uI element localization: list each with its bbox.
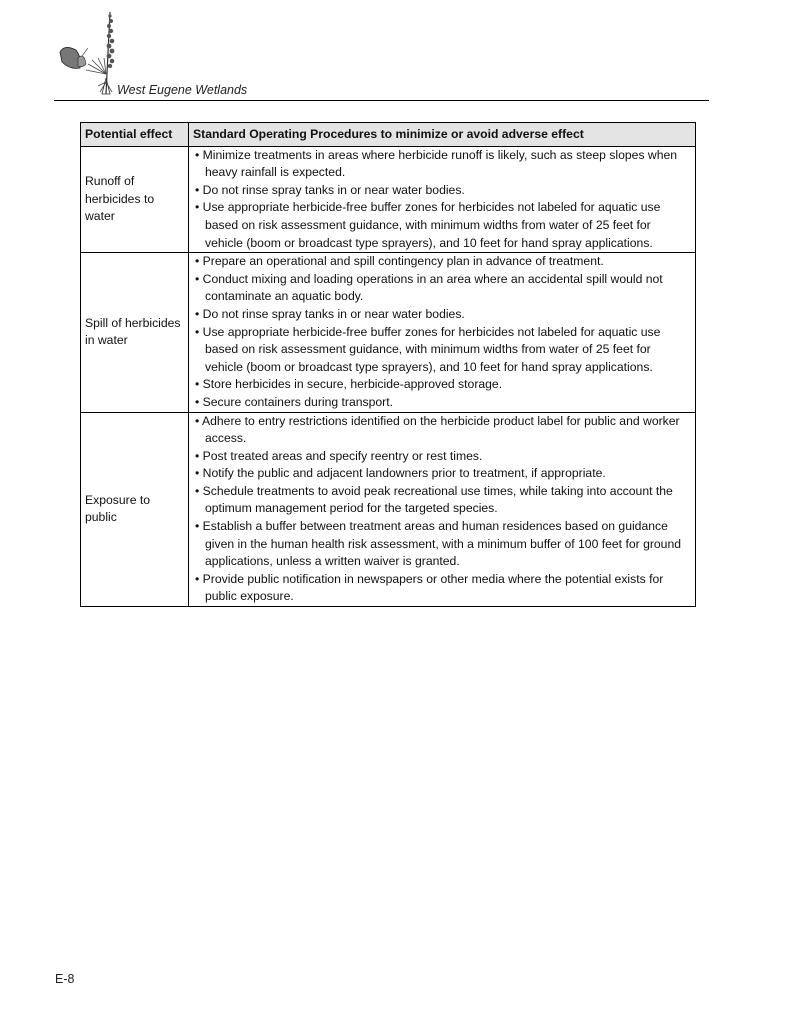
table-header-row — [81, 123, 696, 147]
procedures-cell — [189, 253, 696, 412]
procedures-cell — [189, 146, 696, 253]
effect-cell: Exposure to public — [81, 412, 189, 607]
procedures-cell — [189, 412, 696, 607]
procedure-item: • Establish a buffer between treatment areas and human residences based on guidance given in the human health risk assessment, with a minimum buffer of 100 feet for ground applications, unless a written waiver is granted. — [195, 519, 682, 569]
procedure-item: • Prepare an operational and spill contingency plan in advance of treatment. — [195, 254, 604, 269]
procedure-item: • Conduct mixing and loading operations in an area where an accidental spill would not contaminate an aquatic body. — [195, 271, 663, 304]
procedure-item: • Provide public notification in newspapers or other media where the potential exists for public exposure. — [195, 571, 664, 604]
procedure-item: • Use appropriate herbicide-free buffer zones for herbicides not labeled for aquatic use based on risk assessment guidance, with minimum widths from water of 25 feet for vehicle (boom or broadcast type sprayers), and 10 feet for hand spray applications. — [195, 200, 661, 250]
procedure-item: • Adhere to entry restrictions identified on the herbicide product label for public and worker access. — [195, 413, 680, 446]
column-header-potential-effect: Potential effect — [81, 123, 189, 147]
header-title: West Eugene Wetlands — [117, 83, 248, 97]
table-row — [81, 253, 696, 412]
page-header — [54, 8, 709, 101]
procedure-item: • Store herbicides in secure, herbicide-approved storage. — [195, 377, 503, 392]
header-divider — [54, 100, 709, 101]
procedure-item: • Do not rinse spray tanks in or near water bodies. — [195, 306, 465, 321]
table-row — [81, 412, 696, 607]
effect-cell: Spill of herbicides in water — [81, 253, 189, 412]
procedure-item: • Minimize treatments in areas where herbicide runoff is likely, such as steep slopes when heavy rainfall is expected. — [195, 147, 678, 180]
table-row — [81, 146, 696, 253]
effect-cell: Runoff of herbicides to water — [81, 146, 189, 253]
column-header-procedures: Standard Operating Procedures to minimize or avoid adverse effect — [189, 123, 696, 147]
procedure-item: • Secure containers during transport. — [195, 394, 394, 409]
procedure-item: • Do not rinse spray tanks in or near water bodies. — [195, 182, 465, 197]
sop-table — [80, 122, 696, 607]
page-number: E-8 — [55, 972, 75, 986]
procedure-item: • Use appropriate herbicide-free buffer zones for herbicides not labeled for aquatic use based on risk assessment guidance, with minimum widths from water of 25 feet for vehicle (boom or broadcast type sprayers), and 10 feet for hand spray applications. — [195, 324, 661, 374]
procedure-item: • Notify the public and adjacent landowners prior to treatment, if appropriate. — [195, 466, 606, 481]
procedure-item: • Schedule treatments to avoid peak recreational use times, while taking into account the optimum management period for the targeted species. — [195, 483, 673, 516]
procedure-item: • Post treated areas and specify reentry or rest times. — [195, 448, 483, 463]
